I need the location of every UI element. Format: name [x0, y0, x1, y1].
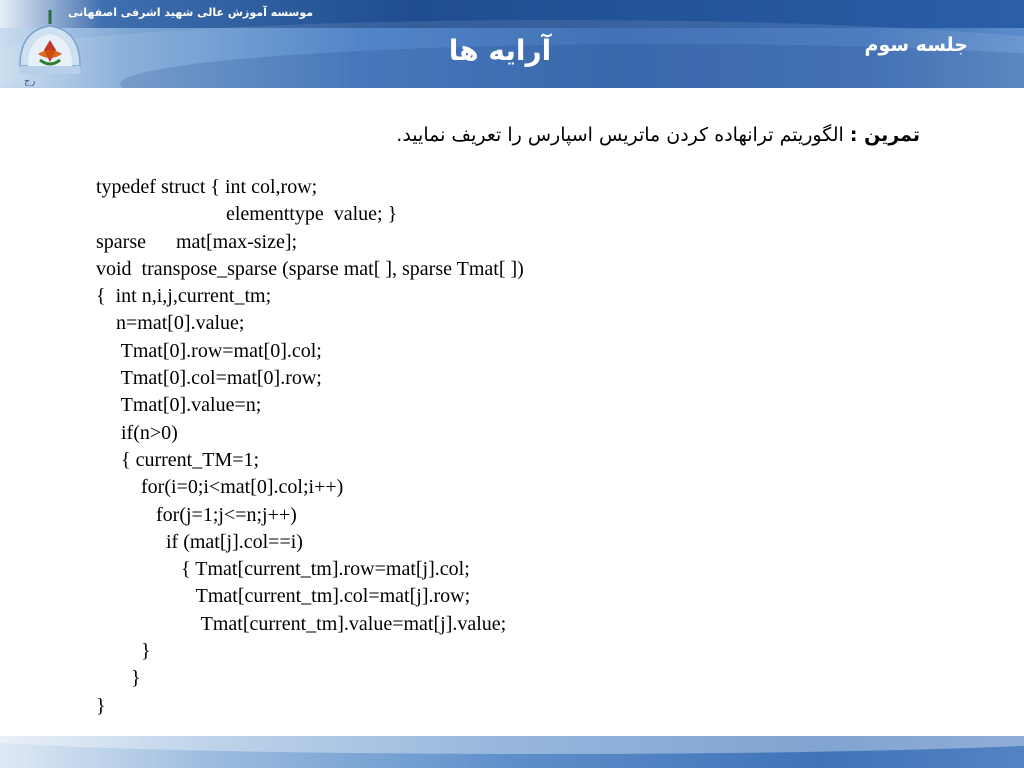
- code-line: Tmat[current_tm].value=mat[j].value;: [96, 612, 507, 635]
- code-block: [96, 174, 524, 720]
- code-line: n=mat[0].value;: [96, 312, 245, 335]
- code-line: if (mat[j].col==i): [96, 530, 303, 553]
- institute-dome-logo-icon: [14, 10, 86, 86]
- code-line: for(i=0;i<mat[0].col;i++): [96, 476, 344, 499]
- svg-text:ﺭﺝ: ﺭﺝ: [24, 76, 36, 86]
- slide-title: آرایه ها: [448, 34, 552, 67]
- code-line: sparse mat[max-size];: [96, 230, 298, 253]
- code-line: if(n>0): [96, 421, 178, 444]
- code-line: elementtype value; }: [96, 203, 398, 226]
- exercise-label: تمرین :: [849, 124, 920, 146]
- footer-wave-decoration: [0, 736, 1024, 754]
- code-line: Tmat[0].col=mat[0].row;: [96, 367, 322, 390]
- code-line: { int n,i,j,current_tm;: [96, 285, 272, 308]
- code-line: { Tmat[current_tm].row=mat[j].col;: [96, 558, 470, 581]
- code-line: }: [96, 640, 151, 663]
- code-line: for(j=1;j<=n;j++): [96, 503, 297, 526]
- code-line: typedef struct { int col,row;: [96, 176, 318, 198]
- code-line: Tmat[current_tm].col=mat[j].row;: [96, 585, 471, 608]
- exercise-statement: [396, 124, 920, 146]
- code-line: void transpose_sparse (sparse mat[ ], sparse Tmat[ ]): [96, 257, 524, 280]
- code-line: Tmat[0].value=n;: [96, 394, 262, 417]
- code-line: }: [96, 694, 106, 717]
- code-line: { current_TM=1;: [96, 448, 260, 471]
- code-line: }: [96, 667, 141, 690]
- session-label: جلسه سوم: [864, 34, 968, 56]
- institute-name: موسسه آموزش عالی شهید اشرفی اصفهانی: [68, 6, 314, 19]
- exercise-text: الگوریتم ترانهاده کردن ماتریس اسپارس را تعریف نمایید.: [396, 124, 844, 146]
- header-banner: [0, 0, 1024, 88]
- footer-banner: [0, 736, 1024, 768]
- code-line: Tmat[0].row=mat[0].col;: [96, 339, 322, 362]
